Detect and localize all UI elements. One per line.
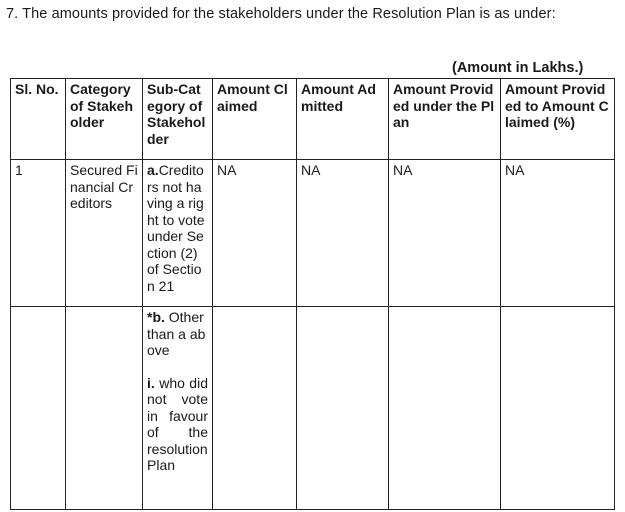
cell-amount-claimed: NA	[213, 160, 297, 307]
cell-category	[66, 307, 143, 510]
sub-item	[147, 375, 208, 474]
cell-sub-category	[143, 307, 213, 510]
cell-amount-admitted: NA	[297, 160, 389, 307]
table-header-row	[11, 79, 615, 160]
cell-percent-provided: NA	[501, 160, 615, 307]
cell-amount-admitted	[297, 307, 389, 510]
header-amount-claimed: Amount Claimed	[213, 79, 297, 160]
header-sub-category: Sub-Category of Stakeholder	[143, 79, 213, 160]
table-row	[11, 160, 615, 307]
amount-unit-note: (Amount in Lakhs.)	[452, 60, 584, 76]
cell-spacer	[147, 359, 208, 375]
section-intro: 7. The amounts provided for the stakeholders under the Resolution Plan is as under:	[6, 6, 556, 22]
cell-sl-no	[11, 307, 66, 510]
cell-sl-no: 1	[11, 160, 66, 307]
sub-item-text: who did not vote in favour of the resolution Plan	[147, 374, 208, 473]
cell-category: Secured Financial Creditors	[66, 160, 143, 307]
header-amount-admitted: Amount Admitted	[297, 79, 389, 160]
sub-category-text: Other than a above	[147, 309, 206, 358]
header-sl-no: Sl. No.	[11, 79, 66, 160]
sub-item-label: i.	[147, 374, 155, 391]
header-amount-provided: Amount Provided under the Plan	[389, 79, 501, 160]
sub-category-label: *b.	[147, 309, 165, 325]
header-category: Category of Stakeholder	[66, 79, 143, 160]
header-percent-provided: Amount Provided to Amount Claimed (%)	[501, 79, 615, 160]
cell-sub-category	[143, 160, 213, 307]
cell-amount-provided	[389, 307, 501, 510]
sub-category-text: Creditors not having a right to vote under Section (2) of Section 21	[147, 162, 205, 294]
stakeholder-amounts-table	[10, 78, 615, 510]
table-row	[11, 307, 615, 510]
sub-category-label: a.	[147, 162, 159, 178]
cell-amount-claimed	[213, 307, 297, 510]
cell-amount-provided: NA	[389, 160, 501, 307]
cell-percent-provided	[501, 307, 615, 510]
